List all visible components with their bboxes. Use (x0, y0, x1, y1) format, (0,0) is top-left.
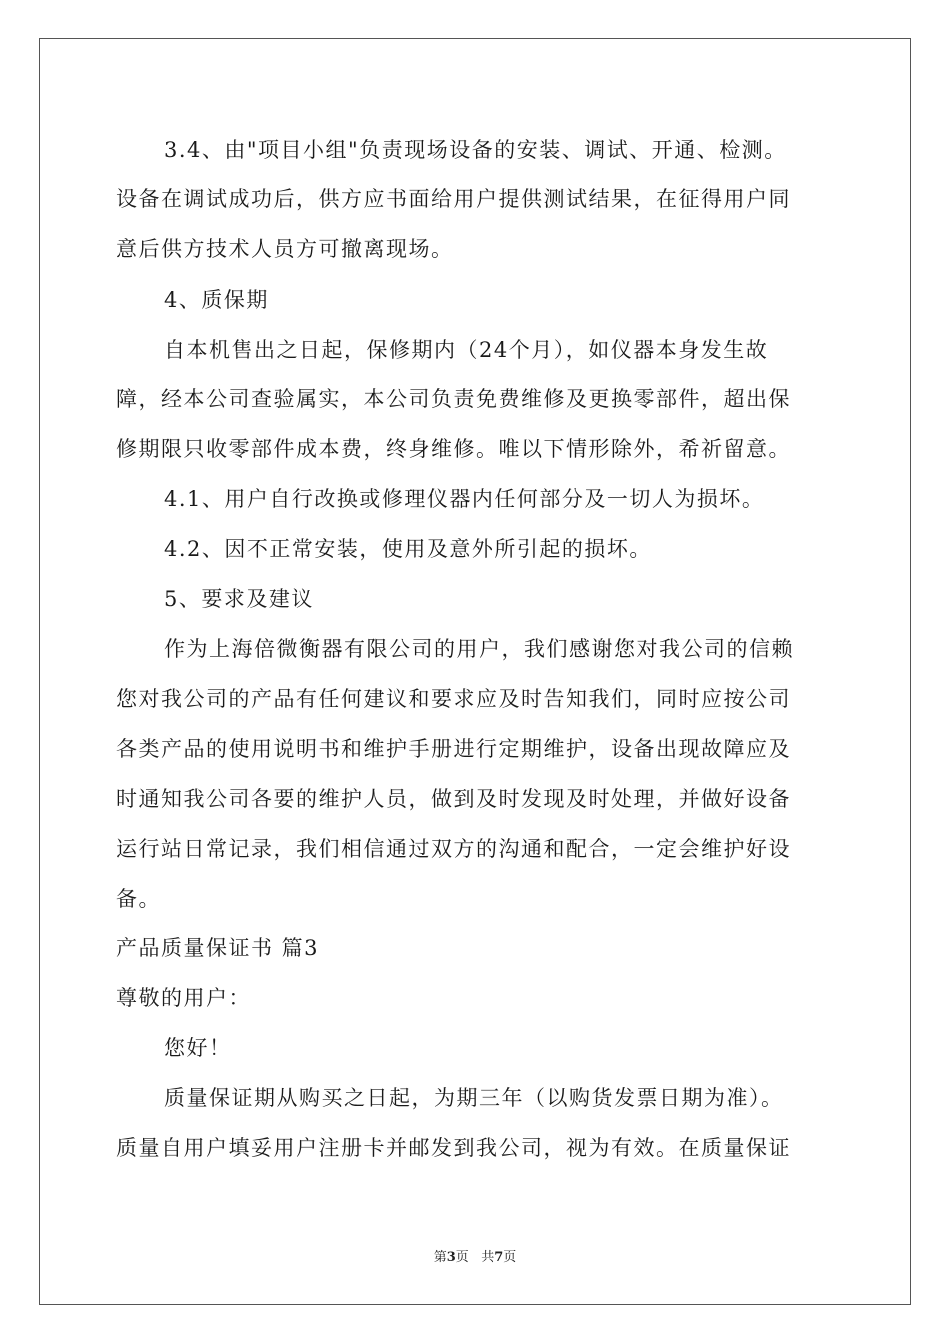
text-line: 运行站日常记录，我们相信通过双方的沟通和配合，一定会维护好设 (116, 837, 791, 861)
total-prefix: 共 (481, 1250, 495, 1265)
text-line: 质量保证期从购买之日起，为期三年（以购货发票日期为准）。 (164, 1086, 784, 1110)
text-line: 自本机售出之日起，保修期内（24个月），如仪器本身发生故 (164, 338, 769, 362)
text-line: 4.2、因不正常安装，使用及意外所引起的损坏。 (164, 537, 652, 561)
text-line: 设备在调试成功后，供方应书面给用户提供测试结果，在征得用户同 (116, 187, 791, 211)
text-line: 3.4、由"项目小组"负责现场设备的安装、调试、开通、检测。 (164, 138, 787, 162)
text-line: 时通知我公司各要的维护人员，做到及时发现及时处理，并做好设备 (116, 787, 791, 811)
text-line: 您对我公司的产品有任何建议和要求应及时告知我们，同时应按公司 (116, 687, 791, 711)
salutation: 尊敬的用户： (116, 986, 251, 1010)
text-line: 质量自用户填妥用户注册卡并邮发到我公司，视为有效。在质量保证 (116, 1136, 791, 1160)
text-line: 障，经本公司查验属实，本公司负责免费维修及更换零部件，超出保 (116, 387, 791, 411)
text-line: 备。 (116, 887, 161, 911)
text-line: 4.1、用户自行改换或修理仪器内任何部分及一切人为损坏。 (164, 487, 765, 511)
text-line: 意后供方技术人员方可撤离现场。 (116, 237, 454, 261)
current-page-number: 3 (446, 1250, 456, 1265)
page-prefix: 第 (433, 1250, 447, 1265)
text-line: 各类产品的使用说明书和维护手册进行定期维护，设备出现故障应及 (116, 737, 791, 761)
text-line: 作为上海倍微衡器有限公司的用户，我们感谢您对我公司的信赖 (164, 637, 794, 661)
section-heading: 4、质保期 (164, 288, 269, 312)
total-suffix: 页 (503, 1250, 517, 1265)
page-footer (0, 1246, 950, 1265)
section-heading: 5、要求及建议 (164, 587, 314, 611)
text-line: 修期限只收零部件成本费，终身维修。唯以下情形除外，希祈留意。 (116, 437, 791, 461)
page-border (39, 38, 911, 1305)
total-pages-number: 7 (494, 1250, 504, 1265)
document-title: 产品质量保证书 篇3 (116, 936, 320, 960)
greeting: 您好！ (164, 1036, 232, 1060)
page-suffix: 页 (455, 1250, 469, 1265)
